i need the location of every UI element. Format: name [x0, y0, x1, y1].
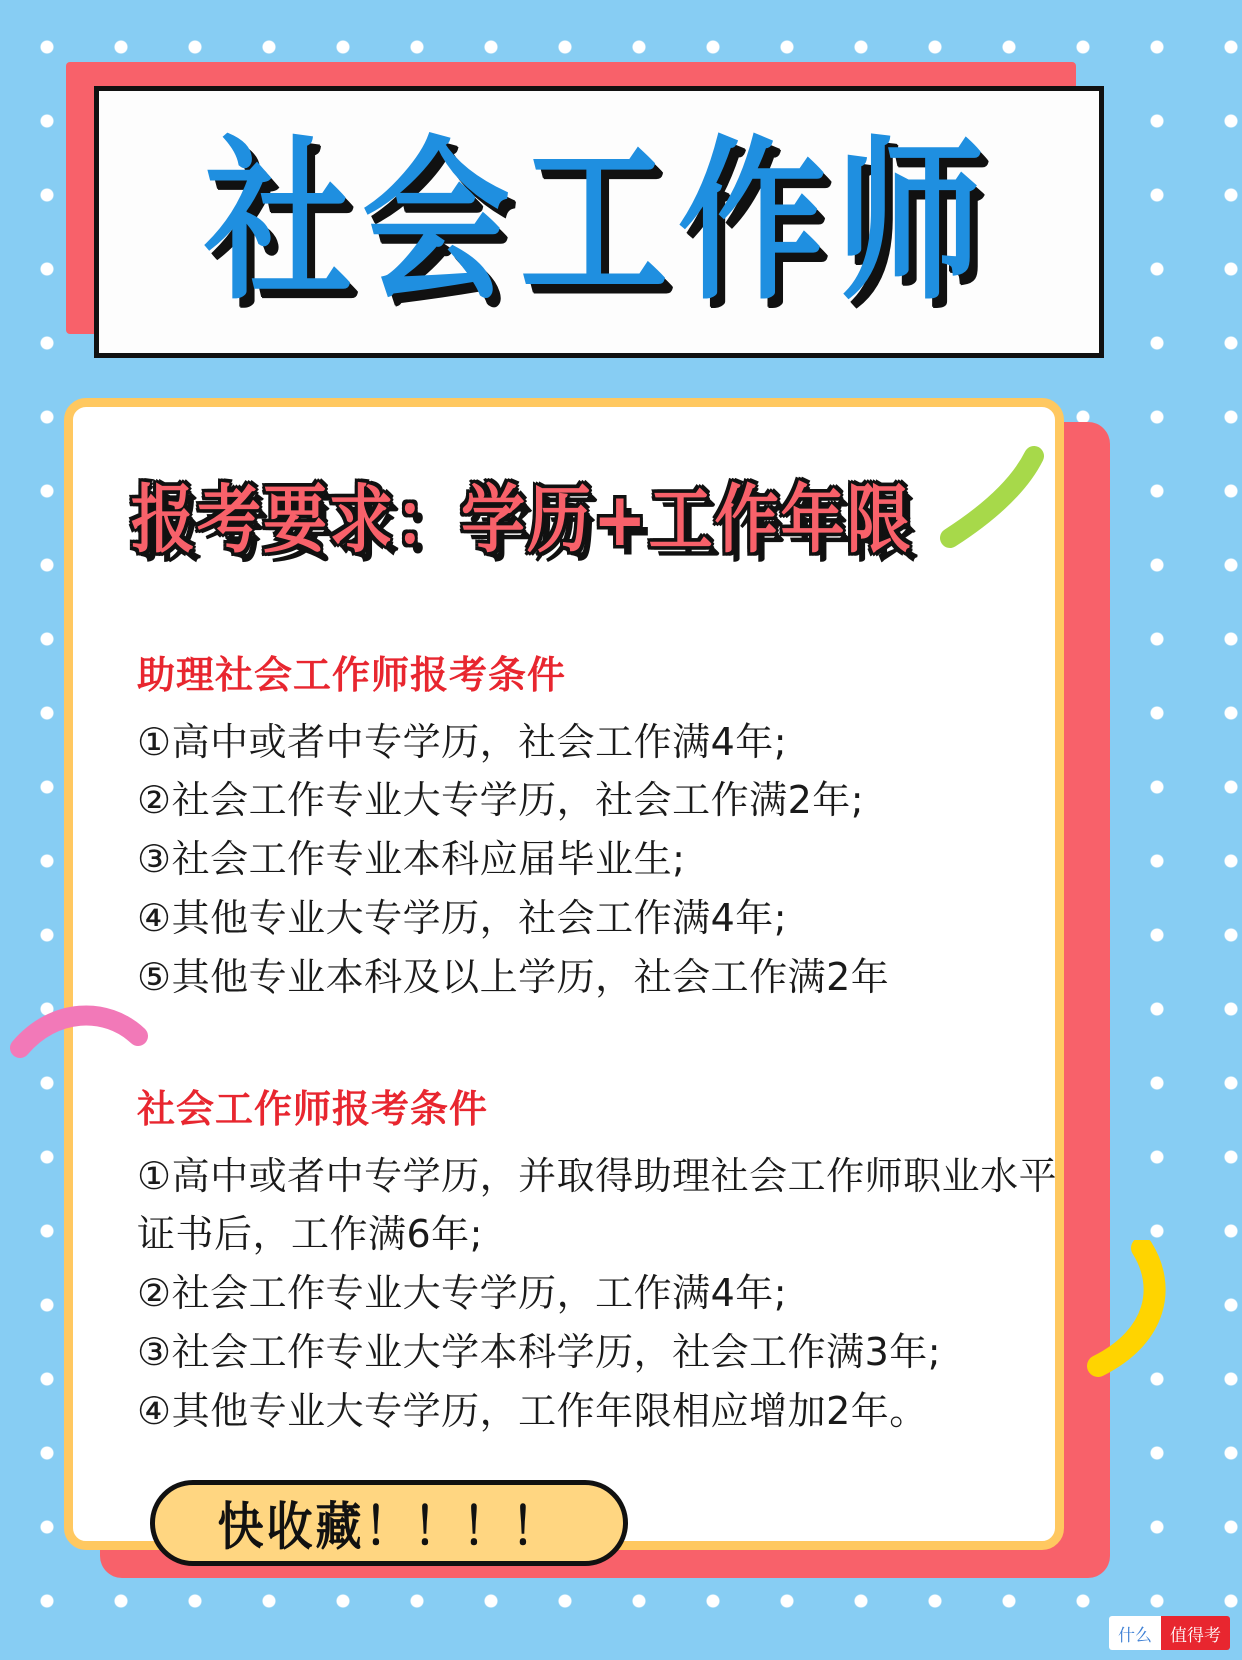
section-item: ②社会工作专业大专学历，社会工作满2年; — [137, 778, 865, 823]
page-title: 社会工作师 — [204, 120, 994, 324]
section-item: ①高中或者中专学历，并取得助理社会工作师职业水平证书后，工作满6年; — [137, 1153, 1058, 1257]
green-swoosh-icon — [938, 440, 1058, 560]
card-content — [103, 437, 1058, 1523]
title-block — [66, 62, 1076, 342]
section-social-worker — [137, 1087, 1067, 1441]
section-item: ②社会工作专业大专学历，工作满4年; — [137, 1271, 788, 1316]
section-heading: 助理社会工作师报考条件 — [137, 653, 567, 697]
main-card — [64, 398, 1110, 1578]
card-frame — [64, 398, 1064, 1550]
save-prompt-text: 快收藏！！！！ — [217, 1496, 561, 1557]
save-prompt-pill — [150, 1480, 628, 1566]
watermark-right: 值得考 — [1161, 1616, 1230, 1650]
section-item: ③社会工作专业本科应届毕业生; — [137, 837, 686, 882]
section-item: ⑤其他专业本科及以上学历，社会工作满2年 — [137, 955, 890, 1000]
yellow-swoosh-icon — [1080, 1240, 1190, 1380]
title-box — [94, 86, 1104, 358]
section-item: ①高中或者中专学历，社会工作满4年; — [137, 719, 788, 764]
section-item: ④其他专业大专学历，社会工作满4年; — [137, 896, 788, 941]
section-heading: 社会工作师报考条件 — [137, 1087, 489, 1131]
watermark-left: 什么 — [1109, 1616, 1161, 1650]
section-assistant-social-worker — [137, 653, 1067, 1007]
banner-headline: 报考要求：学历+工作年限 — [131, 478, 913, 564]
watermark — [1109, 1616, 1230, 1650]
section-item: ④其他专业大专学历，工作年限相应增加2年。 — [137, 1389, 928, 1434]
section-item: ③社会工作专业大学本科学历，社会工作满3年; — [137, 1330, 942, 1375]
pink-swoosh-icon — [10, 1000, 150, 1070]
